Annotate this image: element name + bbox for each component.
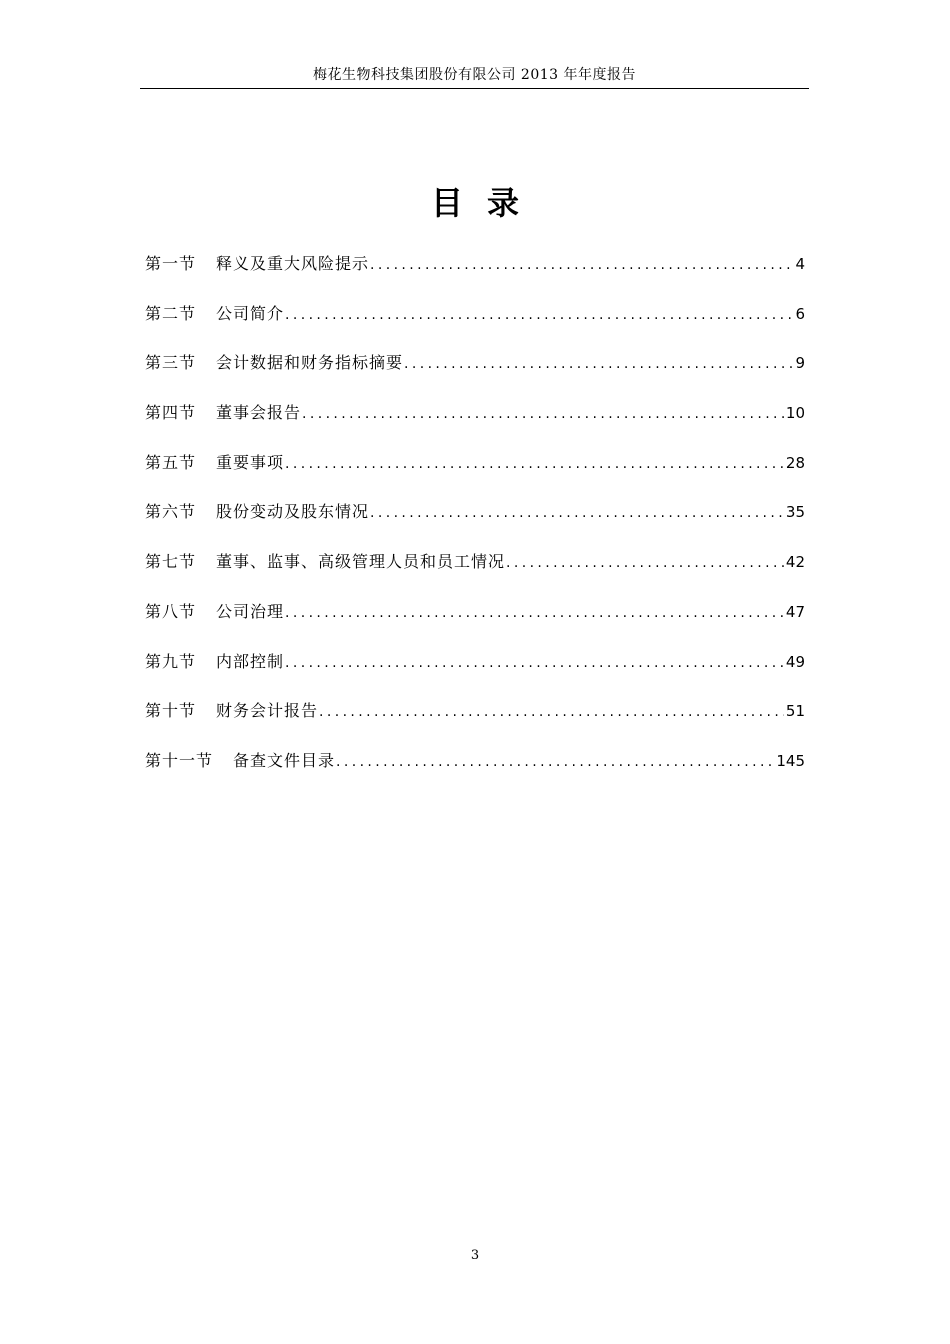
- toc-section-number: 第九节: [145, 651, 197, 671]
- toc-entry[interactable]: [145, 400, 805, 450]
- toc-dot-leader: [285, 451, 784, 477]
- toc-section-title: 备查文件目录: [233, 750, 336, 770]
- toc-page-number: 4: [795, 255, 805, 273]
- toc-page-number: 35: [785, 503, 805, 522]
- toc-section-title: 重要事项: [216, 452, 285, 472]
- page-number: 3: [470, 1248, 480, 1263]
- toc-entry[interactable]: [145, 649, 805, 699]
- toc-page-number: 51: [785, 702, 805, 721]
- page-title: 目录: [430, 184, 543, 222]
- toc-dot-leader: [285, 600, 784, 626]
- toc-entry[interactable]: [145, 301, 805, 351]
- toc-section-number: 第二节: [145, 303, 197, 323]
- toc-dot-leader: [370, 252, 793, 278]
- toc-section-title: 公司简介: [216, 303, 285, 323]
- toc-dot-leader: [285, 650, 784, 676]
- toc-dot-leader: [506, 550, 784, 576]
- toc-dot-leader: [302, 401, 784, 427]
- toc-section-number: 第七节: [145, 552, 197, 572]
- toc-page-number: 9: [795, 354, 805, 373]
- toc-entry[interactable]: [145, 748, 805, 798]
- toc-entry[interactable]: [145, 698, 805, 748]
- toc-dot-leader: [319, 699, 784, 725]
- toc-section-title: 公司治理: [216, 601, 285, 621]
- toc-section-title: 股份变动及股东情况: [216, 502, 370, 522]
- toc-entry[interactable]: [145, 350, 805, 400]
- toc-entry[interactable]: [145, 599, 805, 649]
- toc-dot-leader: [336, 749, 774, 775]
- toc-page-number: 145: [776, 751, 805, 770]
- toc-section-number: 第十节: [145, 701, 197, 721]
- toc-dot-leader: [370, 500, 784, 526]
- toc-section-title: 内部控制: [216, 651, 285, 671]
- toc-dot-leader: [285, 302, 793, 328]
- toc-dot-leader: [404, 351, 793, 377]
- toc-section-number: 第一节: [145, 254, 197, 273]
- toc-page-number: 42: [785, 553, 805, 572]
- toc-page-number: 47: [785, 602, 805, 621]
- toc-section-number: 第五节: [145, 452, 197, 472]
- toc-section-number: 第三节: [145, 353, 197, 373]
- running-header: 梅花生物科技集团股份有限公司 2013 年年度报告: [312, 67, 637, 83]
- header-rule: [140, 88, 809, 89]
- toc-page-number: 10: [785, 404, 805, 423]
- toc-section-title: 董事会报告: [216, 403, 302, 423]
- toc-section-number: 第四节: [145, 403, 197, 423]
- table-of-contents: [145, 251, 805, 798]
- toc-entry[interactable]: [145, 450, 805, 500]
- toc-page-number: 6: [795, 304, 805, 323]
- toc-section-title: 会计数据和财务指标摘要: [216, 353, 404, 373]
- toc-entry[interactable]: [145, 499, 805, 549]
- toc-section-title: 释义及重大风险提示: [216, 254, 370, 273]
- toc-entry[interactable]: [145, 251, 805, 301]
- toc-section-title: 董事、监事、高级管理人员和员工情况: [216, 552, 506, 572]
- toc-page-number: 28: [785, 453, 805, 472]
- toc-page-number: 49: [785, 652, 805, 671]
- toc-entry[interactable]: [145, 549, 805, 599]
- toc-section-number: 第八节: [145, 601, 197, 621]
- toc-section-title: 财务会计报告: [216, 701, 319, 721]
- toc-section-number: 第六节: [145, 502, 197, 522]
- toc-section-number: 第十一节: [145, 750, 214, 770]
